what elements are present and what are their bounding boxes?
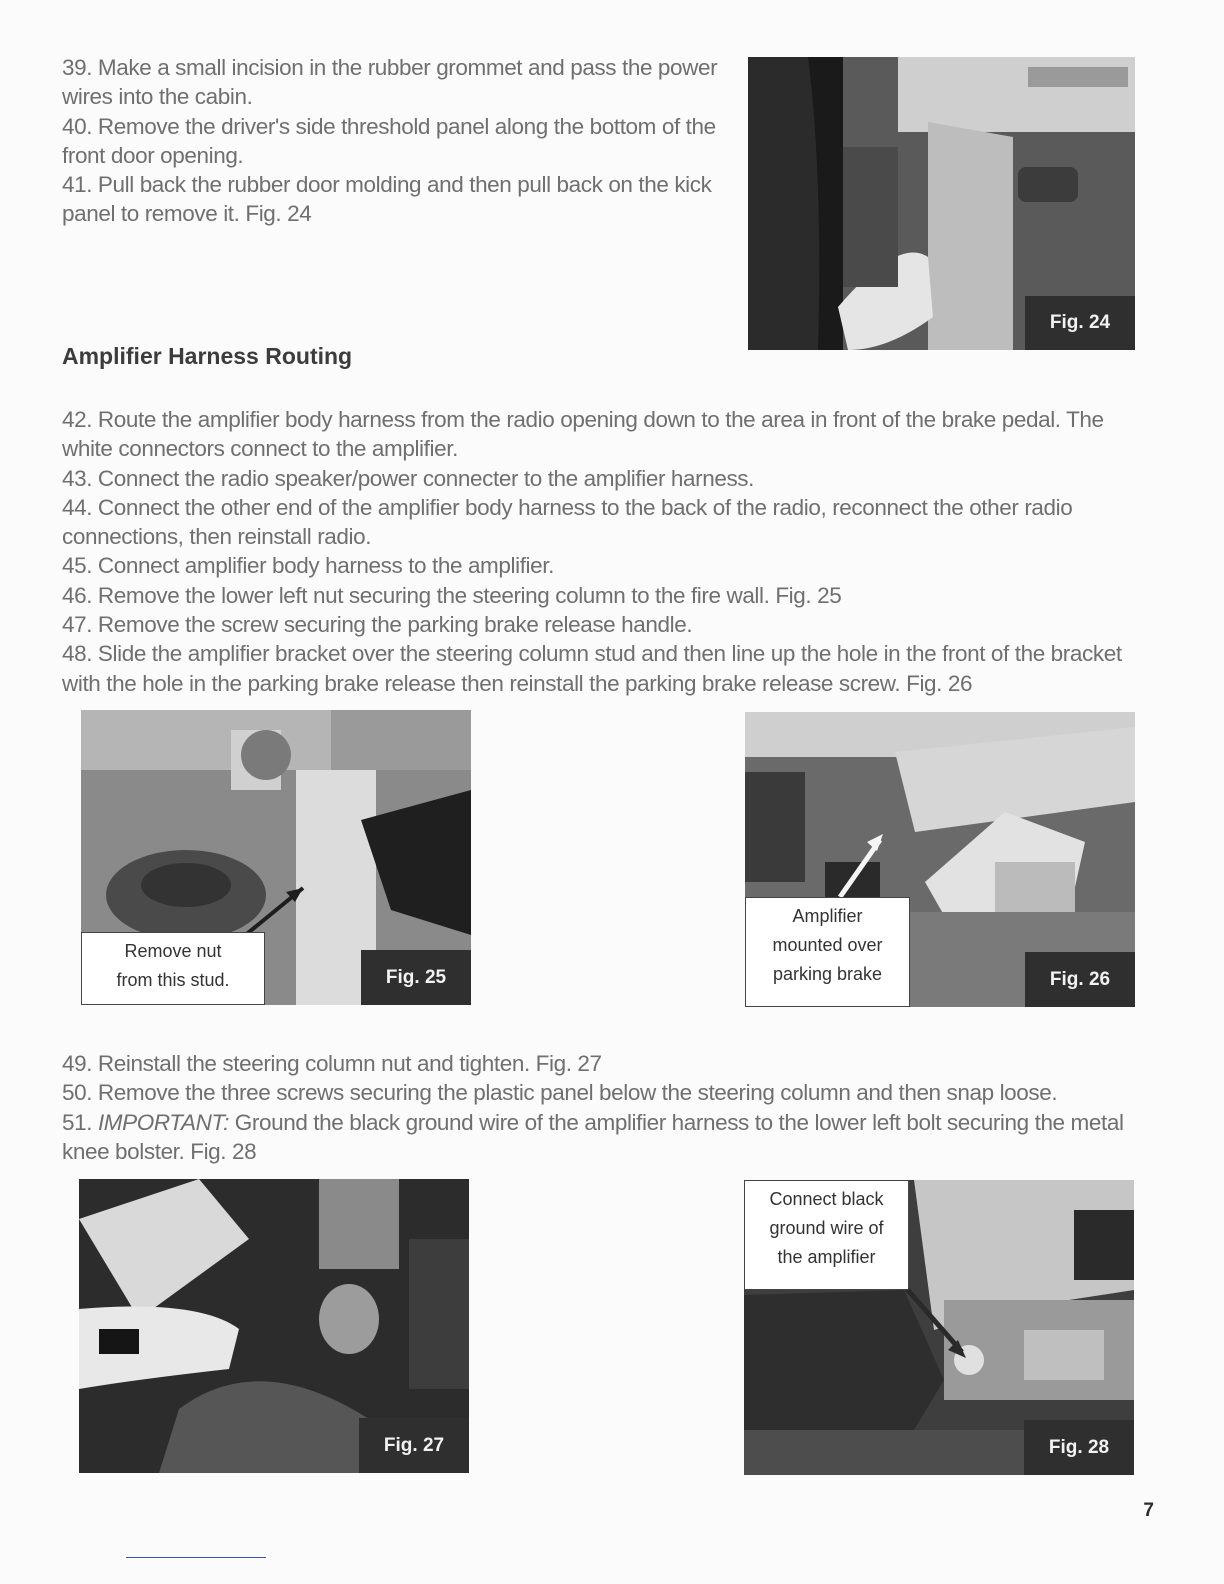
step-46: 46. Remove the lower left nut securing the steering column to the fire wall. Fig. 25 xyxy=(62,582,842,608)
fig-28-photo xyxy=(744,1180,1134,1475)
fig-26-photo xyxy=(745,712,1135,1007)
section-heading: Amplifier Harness Routing xyxy=(62,343,353,369)
step-43: 43. Connect the radio speaker/power connecter to the amplifier harness. xyxy=(62,465,755,491)
step-51-number: 51. xyxy=(62,1109,98,1135)
fig-26-label: Fig. 26 xyxy=(1025,952,1135,1007)
step-51 xyxy=(62,1108,1157,1167)
later-steps xyxy=(62,1049,1157,1166)
fig-28-label: Fig. 28 xyxy=(1024,1420,1134,1475)
intro-steps xyxy=(62,53,732,229)
step-48: 48. Slide the amplifier bracket over the steering column stud and then line up the hole in the front of the bracket with the hole in the parking brake release then reinstall the parking brake release screw. Fig. 26 xyxy=(62,641,1122,696)
fig-25-callout xyxy=(81,932,265,1005)
step-51-text: Ground the black ground wire of the amplifier harness to the lower left bolt securing the metal knee bolster. Fig. 28 xyxy=(62,1109,1124,1164)
step-50: 50. Remove the three screws securing the plastic panel below the steering column and then snap loose. xyxy=(62,1080,1058,1106)
step-49: 49. Reinstall the steering column nut and tighten. Fig. 27 xyxy=(62,1051,602,1076)
fig-25-callout-text: Remove nut from this stud. xyxy=(116,941,230,990)
step-44: 44. Connect the other end of the amplifier body harness to the back of the radio, reconnect the other radio connections, then reinstall radio. xyxy=(62,494,1073,550)
fig-25-photo xyxy=(81,710,471,1005)
fig-28-callout-text: Connect black ground wire of the amplifier xyxy=(769,1189,884,1267)
step-41: 41. Pull back the rubber door molding and then pull back on the kick panel to remove it. Fig. 24 xyxy=(62,172,712,227)
step-45: 45. Connect amplifier body harness to the amplifier. xyxy=(62,553,554,579)
step-40: 40. Remove the driver's side threshold panel along the bottom of the front door opening. xyxy=(62,113,716,168)
fig-24-label: Fig. 24 xyxy=(1025,296,1135,350)
fig-24-photo xyxy=(748,57,1135,350)
fig-27-label: Fig. 27 xyxy=(359,1418,469,1473)
footer-rule xyxy=(126,1557,266,1558)
step-47: 47. Remove the screw securing the parking brake release handle. xyxy=(62,612,693,638)
fig-27-photo xyxy=(79,1179,469,1473)
fig-26-callout-text: Amplifier mounted over parking brake xyxy=(772,906,883,984)
step-51-emphasis: IMPORTANT: xyxy=(97,1109,229,1135)
routing-steps xyxy=(62,405,1157,698)
fig-26-callout xyxy=(745,897,910,1007)
page-number: 7 xyxy=(1143,1500,1154,1521)
step-39: 39. Make a small incision in the rubber grommet and pass the power wires into the cabin. xyxy=(62,55,718,110)
fig-25-label: Fig. 25 xyxy=(361,950,471,1005)
step-42: 42. Route the amplifier body harness from the radio opening down to the area in front of the brake pedal. The white connectors connect to the amplifier. xyxy=(62,407,1104,462)
fig-28-callout xyxy=(744,1180,909,1290)
